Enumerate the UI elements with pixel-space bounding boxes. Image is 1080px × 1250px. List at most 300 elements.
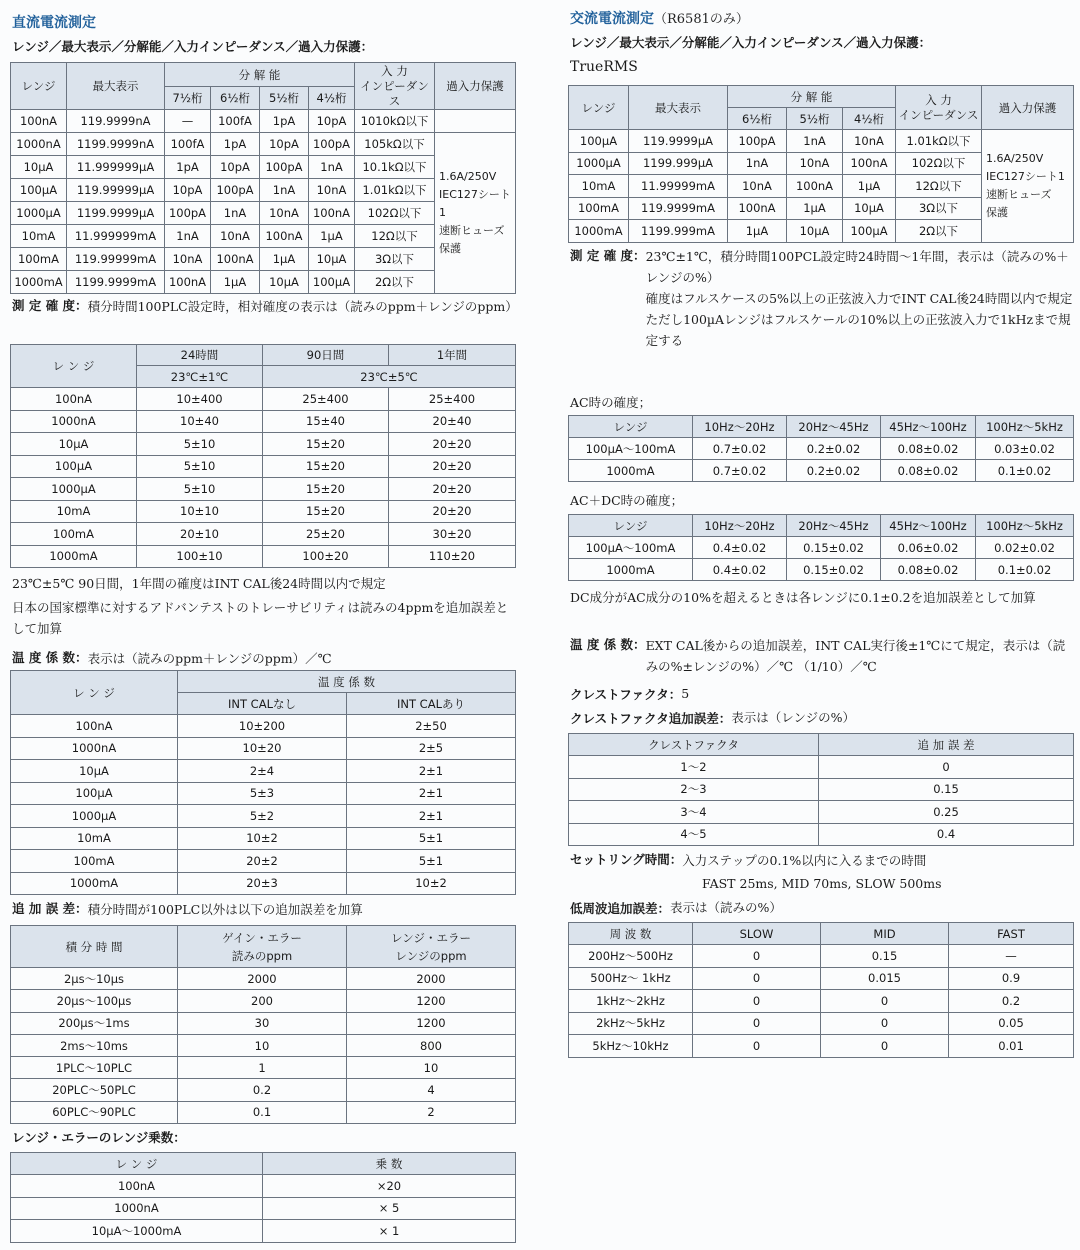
dc-spec-cell: 1pA [211, 133, 260, 156]
crest-row [569, 801, 1074, 824]
lowfreq-row [569, 1035, 1074, 1058]
dc-temp-row [11, 737, 516, 760]
ac-spec-label: レンジ／最大表示／分解能／入力インピーダンス／過入力保護： [570, 35, 932, 50]
settling-label: セットリング時間： [570, 852, 683, 867]
dc-temp-row [11, 782, 516, 805]
acdc-acc-row [569, 537, 1074, 559]
acdc-acc-cell: 0.06±0.02 [881, 537, 976, 559]
dc-spec-row [11, 110, 516, 133]
settling-modes: FAST 25ms, MID 70ms, SLOW 500ms [702, 876, 942, 891]
dc-add-cell: 2 [347, 1101, 516, 1123]
dc-temp-cell: 1000mA [11, 872, 178, 895]
dc-add-row [11, 1012, 516, 1034]
acdc-acc-cell: 1000mA [569, 559, 693, 581]
lowfreq-cell: 0 [693, 1035, 821, 1058]
dc-mult-cell: 10µA～1000mA [11, 1220, 263, 1243]
lowfreq-header-2: MID [821, 923, 949, 945]
ac-accuracy-label: 測 定 確 度： [570, 248, 646, 263]
ac-acc-header-2: 20Hz～45Hz [787, 416, 881, 438]
ac-spec-cell: 1µA [728, 220, 787, 243]
dc-temp-cell: 100µA [11, 782, 178, 805]
dc-add-text: 積分時間が100PLC以外は以下の追加誤差を加算 [87, 902, 363, 917]
dc-temp-cell: 100nA [11, 715, 178, 738]
dc-add-cell: 4 [347, 1079, 516, 1101]
dc-acc-cell: 110±20 [389, 545, 516, 568]
crest-factor [570, 685, 689, 703]
dc-spec-cell: 1000µA [11, 202, 67, 225]
ac-digit-header: 4½桁 [843, 108, 896, 130]
dc-add-cell: 10 [347, 1057, 516, 1079]
mult-header-mult: 乗 数 [263, 1153, 516, 1175]
lowfreq-text: 表示は（読みの%） [670, 900, 782, 915]
dc-spec-cell: 100fA [165, 133, 211, 156]
dc-mult-row [11, 1197, 516, 1220]
ac-spec-cell: 3Ω以下 [896, 197, 982, 220]
dc-add-cell: 30 [178, 1012, 347, 1034]
ac-spec-cell: 100nA [843, 152, 896, 175]
dc-spec-cell: 1.01kΩ以下 [355, 179, 435, 202]
lowfreq-row [569, 1012, 1074, 1035]
dc-spec-cell: 10µA [260, 271, 309, 294]
dc-add-row [11, 1057, 516, 1079]
crest-cell: 4～5 [569, 823, 819, 846]
acdc-acc-header-0: レンジ [569, 515, 693, 537]
ac-spec-cell: 10nA [787, 152, 843, 175]
ac-acc-cell: 0.1±0.02 [976, 460, 1074, 482]
ac-temp-coef [570, 635, 1073, 677]
lowfreq-cell: 1kHz～2kHz [569, 990, 693, 1013]
lowfreq-header-1: SLOW [693, 923, 821, 945]
dc-acc-cell: 10±40 [137, 410, 263, 433]
dc-acc-cell: 20±20 [389, 455, 516, 478]
lowfreq-row [569, 945, 1074, 968]
ac-acc-header-0: レンジ [569, 416, 693, 438]
lowfreq-cell: 0 [693, 967, 821, 990]
dc-add-cell: 2000 [347, 968, 516, 990]
lowfreq-cell: 0 [693, 1012, 821, 1035]
ac-acc-cell: 0.2±0.02 [787, 460, 881, 482]
dc-spec-header-impedance: 入 力 インピーダンス [355, 63, 435, 110]
dc-acc-cell: 5±10 [137, 455, 263, 478]
dc-add-cell: 20PLC～50PLC [11, 1079, 178, 1101]
dc-spec-cell: 10pA [309, 110, 355, 133]
dc-acc-cell: 15±20 [263, 478, 389, 501]
dc-spec-cell: 119.9999nA [67, 110, 165, 133]
dc-acc-cell: 25±400 [389, 388, 516, 411]
dc-mult-row [11, 1175, 516, 1198]
dc-temp-cell: 5±2 [178, 805, 347, 828]
ac-spec-cell: 119.9999µA [629, 130, 728, 153]
ac-spec-header-max: 最大表示 [629, 86, 728, 130]
dc-acc-cell: 10±400 [137, 388, 263, 411]
lowfreq-row [569, 990, 1074, 1013]
acdc-acc-cell: 100µA～100mA [569, 537, 693, 559]
dc-spec-cell: 10nA [165, 248, 211, 271]
dc-protection-blank [435, 110, 516, 133]
dc-acc-cell: 25±400 [263, 388, 389, 411]
low-freq-table [568, 922, 1074, 1058]
dc-acc-cell: 20±20 [389, 478, 516, 501]
dc-add-row [11, 1034, 516, 1056]
lowfreq-header-3: FAST [949, 923, 1074, 945]
lowfreq-cell: 500Hz～ 1kHz [569, 967, 693, 990]
dc-mult-cell: 1000nA [11, 1197, 263, 1220]
dc-acc-row [11, 410, 516, 433]
ac-spec-cell: 100µA [569, 130, 629, 153]
dc-spec-label: レンジ／最大表示／分解能／入力インピーダンス／過入力保護： [12, 39, 374, 54]
dc-spec-row [11, 133, 516, 156]
acc-header-90d: 90日間 [263, 345, 389, 366]
dc-mult-cell: ×20 [263, 1175, 516, 1198]
lowfreq-cell: 5kHz～10kHz [569, 1035, 693, 1058]
dc-spec-cell: 105kΩ以下 [355, 133, 435, 156]
dc-acc-row [11, 433, 516, 456]
dc-digit-header: 5½桁 [260, 87, 309, 110]
ac-accuracy-table [568, 415, 1074, 482]
dc-spec-header-max: 最大表示 [67, 63, 165, 110]
dc-accuracy-note2: 日本の国家標準に対するアドバンテストのトレーサビリティは読みの4ppmを追加誤差として加算 [12, 600, 509, 636]
crest-error-text: 表示は（レンジの%） [731, 710, 856, 725]
range-multiplier-label: レンジ・エラーのレンジ乗数： [12, 1130, 186, 1145]
ac-acc-cell: 0.2±0.02 [787, 438, 881, 460]
dc-add-label: 追 加 誤 差： [12, 901, 88, 916]
dc-acc-row [11, 545, 516, 568]
dc-spec-cell: 100nA [165, 271, 211, 294]
ac-acc-row [569, 438, 1074, 460]
ac-acc-cell: 0.7±0.02 [693, 438, 787, 460]
lowfreq-cell: 0 [821, 1035, 949, 1058]
acdc-acc-row [569, 559, 1074, 581]
crest-cell: 0.4 [819, 823, 1074, 846]
crest-cell: 0 [819, 756, 1074, 779]
acc-header-temp1: 23℃±1℃ [137, 366, 263, 388]
lowfreq-header-0: 周 波 数 [569, 923, 693, 945]
dc-temp-cell: 10µA [11, 760, 178, 783]
acdc-acc-cell: 0.15±0.02 [787, 537, 881, 559]
ac-spec-table [568, 85, 1074, 243]
acc-header-temp2: 23℃±5℃ [263, 366, 516, 388]
dc-spec-cell: 10mA [11, 225, 67, 248]
acdc-acc-cell: 0.15±0.02 [787, 559, 881, 581]
ac-spec-cell: 1µA [787, 197, 843, 220]
acdc-acc-header-1: 10Hz～20Hz [693, 515, 787, 537]
ac-spec-cell: 100nA [728, 197, 787, 220]
dc-temp-cell: 100mA [11, 850, 178, 873]
temp-header-coef: 温 度 係 数 [178, 671, 516, 693]
ac-title-row [570, 10, 749, 29]
dc-spec-cell: 119.99999µA [67, 179, 165, 202]
dc-spec-cell: 1nA [165, 225, 211, 248]
ac-spec-cell: 11.99999mA [629, 175, 728, 198]
lowfreq-cell: 200Hz～500Hz [569, 945, 693, 968]
ac-digit-header: 6½桁 [728, 108, 787, 130]
ac-spec-cell: 1µA [843, 175, 896, 198]
dc-spec-cell: 1000nA [11, 133, 67, 156]
dc-temp-cell: 10±200 [178, 715, 347, 738]
dc-add-cell: 10 [178, 1034, 347, 1056]
add-header-gain: ゲイン・エラー 読みのppm [178, 926, 347, 968]
temp-header-no-cal: INT CALなし [178, 693, 347, 715]
dc-spec-header-protection: 過入力保護 [435, 63, 516, 110]
dc-temp-cell: 20±2 [178, 850, 347, 873]
acdc-acc-header-3: 45Hz～100Hz [881, 515, 976, 537]
ac-spec-cell: 1000mA [569, 220, 629, 243]
dc-spec-cell: 1µA [309, 225, 355, 248]
ac-spec-cell: 10mA [569, 175, 629, 198]
dc-spec-cell: 100fA [211, 110, 260, 133]
dc-mult-cell: × 5 [263, 1197, 516, 1220]
ac-spec-header-impedance: 入 力 インピーダンス [896, 86, 982, 130]
ac-spec-cell: 1000µA [569, 152, 629, 175]
dc-spec-cell: 10µA [309, 248, 355, 271]
ac-spec-cell: 102Ω以下 [896, 152, 982, 175]
ac-spec-cell: 100nA [787, 175, 843, 198]
acc-header-24h: 24時間 [137, 345, 263, 366]
dc-acc-cell: 100µA [11, 455, 137, 478]
ac-spec-cell: 100pA [728, 130, 787, 153]
dc-spec-cell: 119.99999mA [67, 248, 165, 271]
dc-spec-cell: 1010kΩ以下 [355, 110, 435, 133]
dc-acc-cell: 10mA [11, 500, 137, 523]
dc-spec-cell: 10nA [309, 179, 355, 202]
crest-header-cf: クレストファクタ [569, 734, 819, 756]
dc-spec-cell: 1nA [260, 179, 309, 202]
dc-acc-row [11, 388, 516, 411]
crest-error-label: クレストファクタ追加誤差： [570, 711, 732, 726]
ac-acc-cell: 0.08±0.02 [881, 460, 976, 482]
lowfreq-cell: 0.9 [949, 967, 1074, 990]
dc-temp-cell: 5±1 [347, 850, 516, 873]
lowfreq-cell: 0 [693, 990, 821, 1013]
dc-digit-header: 6½桁 [211, 87, 260, 110]
dc-acc-cell: 15±40 [263, 410, 389, 433]
ac-spec-header-range: レンジ [569, 86, 629, 130]
dc-title: 直流電流測定 [12, 15, 96, 31]
acdc-acc-header-2: 20Hz～45Hz [787, 515, 881, 537]
dc-acc-cell: 100±20 [263, 545, 389, 568]
dc-accuracy [12, 296, 518, 317]
temp-header-range: レ ン ジ [11, 671, 178, 715]
dc-temp-cell: 5±3 [178, 782, 347, 805]
ac-spec-cell: 1199.999mA [629, 220, 728, 243]
ac-temp-label: 温 度 係 数： [570, 637, 646, 652]
dc-spec-cell: 100µA [11, 179, 67, 202]
dc-spec-cell: — [165, 110, 211, 133]
crest-header-err: 追 加 誤 差 [819, 734, 1074, 756]
dc-temp-coef [12, 648, 515, 669]
crest-label: クレストファクタ： [570, 687, 682, 702]
dc-temp-label: 温 度 係 数： [12, 650, 88, 665]
ac-spec-header-protection: 過入力保護 [982, 86, 1074, 130]
dc-spec-cell: 10nA [260, 202, 309, 225]
acdc-acc-cell: 0.08±0.02 [881, 559, 976, 581]
add-header-time: 積 分 時 間 [11, 926, 178, 968]
mult-header-range: レ ン ジ [11, 1153, 263, 1175]
dc-spec-cell: 100nA [211, 248, 260, 271]
dc-acc-cell: 10±10 [137, 500, 263, 523]
dc-temp-cell: 2±5 [347, 737, 516, 760]
dc-temp-cell: 10±20 [178, 737, 347, 760]
ac-spec-cell: 10nA [728, 175, 787, 198]
dc-acc-cell: 100nA [11, 388, 137, 411]
lowfreq-cell: 0 [693, 945, 821, 968]
lowfreq-cell: 2kHz～5kHz [569, 1012, 693, 1035]
dc-add-cell: 200µs～1ms [11, 1012, 178, 1034]
dc-digit-header: 4½桁 [309, 87, 355, 110]
ac-acc-cell: 1000mA [569, 460, 693, 482]
dc-acc-cell: 20±10 [137, 523, 263, 546]
dc-temp-table [10, 670, 516, 895]
ac-spec-cell: 119.9999mA [629, 197, 728, 220]
dc-acc-row [11, 500, 516, 523]
ac-acc-header-4: 100Hz～5kHz [976, 416, 1074, 438]
ac-acc-row [569, 460, 1074, 482]
ac-title-sub: （R6581のみ） [654, 12, 749, 27]
dc-temp-row [11, 760, 516, 783]
dc-add-row [11, 1079, 516, 1101]
dc-spec-cell: 1199.9999nA [67, 133, 165, 156]
ac-spec-header-resolution: 分 解 能 [728, 86, 896, 108]
dc-acc-row [11, 478, 516, 501]
dc-spec-cell: 10pA [260, 133, 309, 156]
crest-cell: 1～2 [569, 756, 819, 779]
dc-acc-cell: 20±40 [389, 410, 516, 433]
lowfreq-cell: 0.01 [949, 1035, 1074, 1058]
dc-add-row [11, 1101, 516, 1123]
ac-spec-cell: 2Ω以下 [896, 220, 982, 243]
acdc-acc-cell: 0.4±0.02 [693, 559, 787, 581]
dc-spec-cell: 1199.9999mA [67, 271, 165, 294]
dc-spec-cell: 11.999999mA [67, 225, 165, 248]
dc-spec-cell: 10pA [165, 179, 211, 202]
ac-accuracy-lines [646, 246, 1073, 351]
lowfreq-cell: 0.15 [821, 945, 949, 968]
dc-spec-cell: 100mA [11, 248, 67, 271]
crest-row [569, 823, 1074, 846]
crest-factor-table [568, 733, 1074, 846]
ac-spec-cell: 100µA [843, 220, 896, 243]
lowfreq-cell: 0.2 [949, 990, 1074, 1013]
dc-acc-cell: 100±10 [137, 545, 263, 568]
dc-spec-cell: 1µA [260, 248, 309, 271]
dc-component-note: DC成分がAC成分の10%を超えるときは各レンジに0.1±0.2を追加誤差として加算 [570, 590, 1036, 605]
dc-add-cell: 1 [178, 1057, 347, 1079]
ac-accuracy [570, 246, 1073, 351]
dc-spec-cell: 1pA [260, 110, 309, 133]
dc-spec-cell: 102Ω以下 [355, 202, 435, 225]
crest-value: 5 [681, 686, 690, 701]
dc-spec-cell: 10nA [211, 225, 260, 248]
acdc-accuracy-table [568, 514, 1074, 581]
ac-accuracy-line: 23℃±1℃，積分時間100PCL設定時24時間～1年間，表示は（読みの%＋レンジの%） [645, 249, 1069, 285]
dc-spec-cell: 3Ω以下 [355, 248, 435, 271]
lowfreq-label: 低周波追加誤差： [570, 901, 671, 916]
dc-add-cell: 800 [347, 1034, 516, 1056]
dc-acc-cell: 1000µA [11, 478, 137, 501]
dc-add-cell: 2µs～10µs [11, 968, 178, 990]
ac-spec-cell: 1nA [728, 152, 787, 175]
dc-temp-cell: 10±2 [178, 827, 347, 850]
ac-truerms: TrueRMS [570, 59, 638, 75]
crest-cell: 2～3 [569, 778, 819, 801]
dc-spec-header-resolution: 分 解 能 [165, 63, 355, 87]
ac-acc-header-3: 45Hz～100Hz [881, 416, 976, 438]
dc-spec-cell: 100pA [260, 156, 309, 179]
ac-protection-cell: 1.6A/250V IEC127シート1 速断ヒューズ 保護 [982, 130, 1074, 243]
dc-add-cell: 1200 [347, 990, 516, 1012]
dc-add-row [11, 968, 516, 990]
settling-time [570, 850, 1073, 871]
dc-add-cell: 2ms～10ms [11, 1034, 178, 1056]
ac-acc-cell: 0.7±0.02 [693, 460, 787, 482]
dc-spec-cell: 1199.9999µA [67, 202, 165, 225]
ac-title: 交流電流測定 [570, 11, 654, 27]
dc-add-cell: 0.1 [178, 1101, 347, 1123]
dc-add-row [11, 990, 516, 1012]
acdc-acc-cell: 0.1±0.02 [976, 559, 1074, 581]
dc-acc-cell: 20±20 [389, 500, 516, 523]
ac-acc-header-1: 10Hz～20Hz [693, 416, 787, 438]
dc-mult-row [11, 1220, 516, 1243]
dc-acc-cell: 1000nA [11, 410, 137, 433]
dc-acc-cell: 1000mA [11, 545, 137, 568]
dc-temp-row [11, 872, 516, 895]
dc-temp-cell: 20±3 [178, 872, 347, 895]
ac-accuracy-line: ただし100µAレンジはフルスケールの10%以上の正弦波入力で1kHzまで規定する [645, 312, 1071, 348]
acdc-acc-cell: 0.4±0.02 [693, 537, 787, 559]
dc-spec-cell: 11.999999µA [67, 156, 165, 179]
dc-accuracy-table [10, 344, 516, 568]
crest-cell: 0.25 [819, 801, 1074, 824]
dc-temp-cell: 2±50 [347, 715, 516, 738]
crest-cell: 3～4 [569, 801, 819, 824]
acc-header-range: レ ン ジ [11, 345, 137, 388]
lowfreq-row [569, 967, 1074, 990]
ac-acc-label: AC時の確度； [570, 395, 652, 410]
dc-add-cell: 1PLC～10PLC [11, 1057, 178, 1079]
dc-spec-cell: 100nA [11, 110, 67, 133]
dc-accuracy-label: 測 定 確 度： [12, 298, 88, 313]
ac-spec-cell: 1nA [787, 130, 843, 153]
dc-protection-cell: 1.6A/250V IEC127シート1 速断ヒューズ 保護 [435, 133, 516, 294]
dc-add-cell: 2000 [178, 968, 347, 990]
dc-additional-error-table [10, 925, 516, 1124]
dc-add-cell: 60PLC～90PLC [11, 1101, 178, 1123]
dc-add-cell: 200 [178, 990, 347, 1012]
lowfreq-cell: 0.015 [821, 967, 949, 990]
lowfreq-cell: 0 [821, 1012, 949, 1035]
dc-spec-cell: 2Ω以下 [355, 271, 435, 294]
dc-temp-cell: 5±1 [347, 827, 516, 850]
dc-spec-cell: 1pA [165, 156, 211, 179]
ac-spec-cell: 10µA [843, 197, 896, 220]
dc-temp-row [11, 715, 516, 738]
dc-accuracy-text: 積分時間100PLC設定時，相対確度の表示は（読みのppm＋レンジのppm） [87, 299, 518, 314]
dc-spec-cell: 100µA [309, 271, 355, 294]
dc-spec-cell: 100pA [309, 133, 355, 156]
crest-cell: 0.15 [819, 778, 1074, 801]
dc-spec-cell: 100pA [165, 202, 211, 225]
dc-spec-cell: 10.1kΩ以下 [355, 156, 435, 179]
dc-spec-cell: 1000mA [11, 271, 67, 294]
dc-spec-cell: 1nA [211, 202, 260, 225]
settling-text: 入力ステップの0.1%以内に入るまでの時間 [682, 853, 927, 868]
ac-acc-cell: 100µA～100mA [569, 438, 693, 460]
crest-row [569, 778, 1074, 801]
dc-acc-cell: 100mA [11, 523, 137, 546]
dc-spec-table [10, 62, 516, 294]
add-header-range: レンジ・エラー レンジのppm [347, 926, 516, 968]
